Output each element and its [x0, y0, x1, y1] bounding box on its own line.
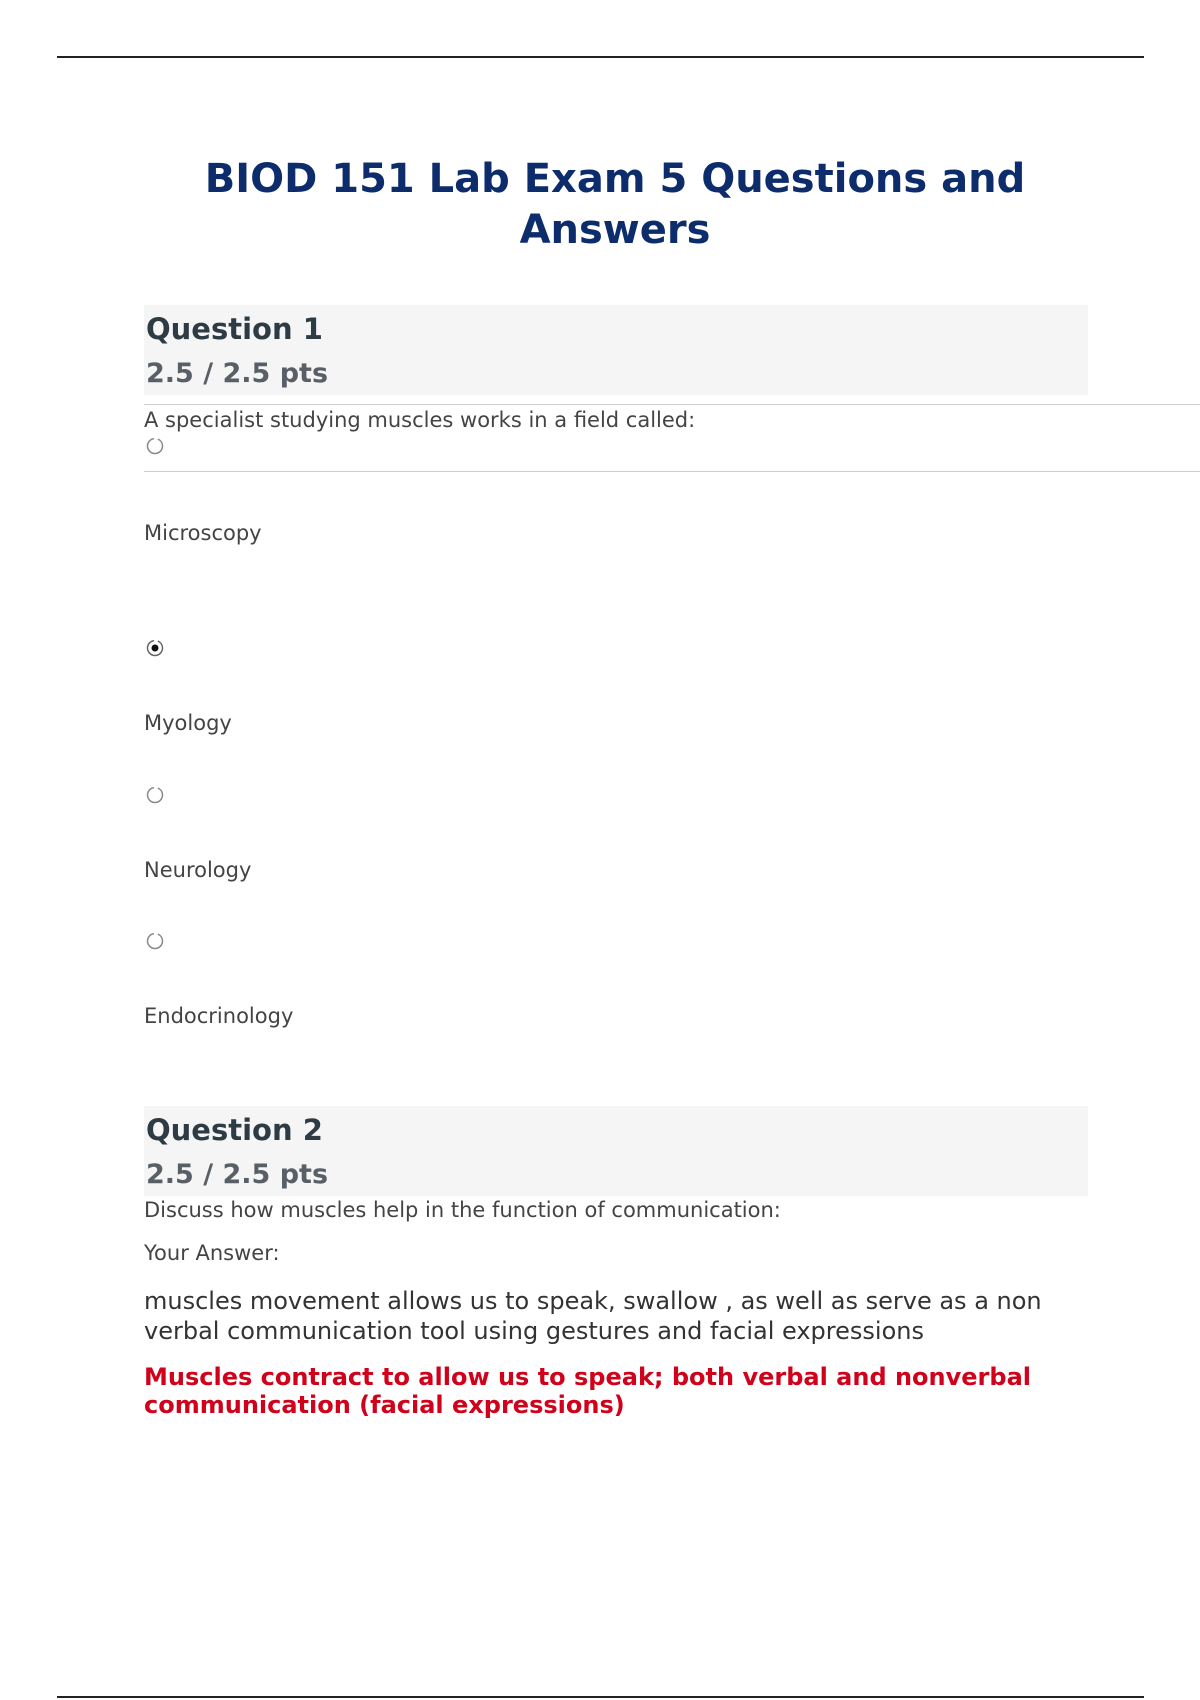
- your-answer-text: muscles movement allows us to speak, swallow , as well as serve as a non verbal communication tool using gestures and facial expressions: [144, 1287, 1042, 1345]
- page-bottom-rule: [57, 1696, 1144, 1698]
- question-1-divider-bottom: [144, 471, 1200, 472]
- question-2-prompt: Discuss how muscles help in the function of communication:: [144, 1198, 781, 1222]
- question-1-title: Question 1: [146, 312, 323, 346]
- document-title: BIOD 151 Lab Exam 5 Questions and Answers: [204, 156, 1026, 253]
- page-top-rule: [57, 56, 1144, 58]
- question-2-title: Question 2: [146, 1113, 323, 1147]
- radio-selected-icon-option-2[interactable]: [146, 639, 164, 657]
- option-label-myology[interactable]: Myology: [144, 711, 232, 735]
- correct-answer-text: Muscles contract to allow us to speak; both verbal and nonverbal communication (facial expressions): [144, 1363, 1031, 1419]
- radio-icon-option-1[interactable]: [146, 437, 164, 455]
- question-2-points: 2.5 / 2.5 pts: [146, 1159, 329, 1190]
- question-1-points: 2.5 / 2.5 pts: [146, 358, 329, 389]
- your-answer-label: Your Answer:: [144, 1241, 280, 1265]
- radio-icon-option-4[interactable]: [146, 932, 164, 950]
- radio-icon-option-3[interactable]: [146, 786, 164, 804]
- question-1-header: [144, 305, 1088, 395]
- option-label-microscopy[interactable]: Microscopy: [144, 521, 262, 545]
- question-2-header: [144, 1106, 1088, 1196]
- question-1-prompt: A specialist studying muscles works in a field called:: [144, 408, 696, 432]
- option-label-neurology[interactable]: Neurology: [144, 858, 252, 882]
- option-label-endocrinology[interactable]: Endocrinology: [144, 1004, 294, 1028]
- question-1-divider-top: [144, 404, 1200, 405]
